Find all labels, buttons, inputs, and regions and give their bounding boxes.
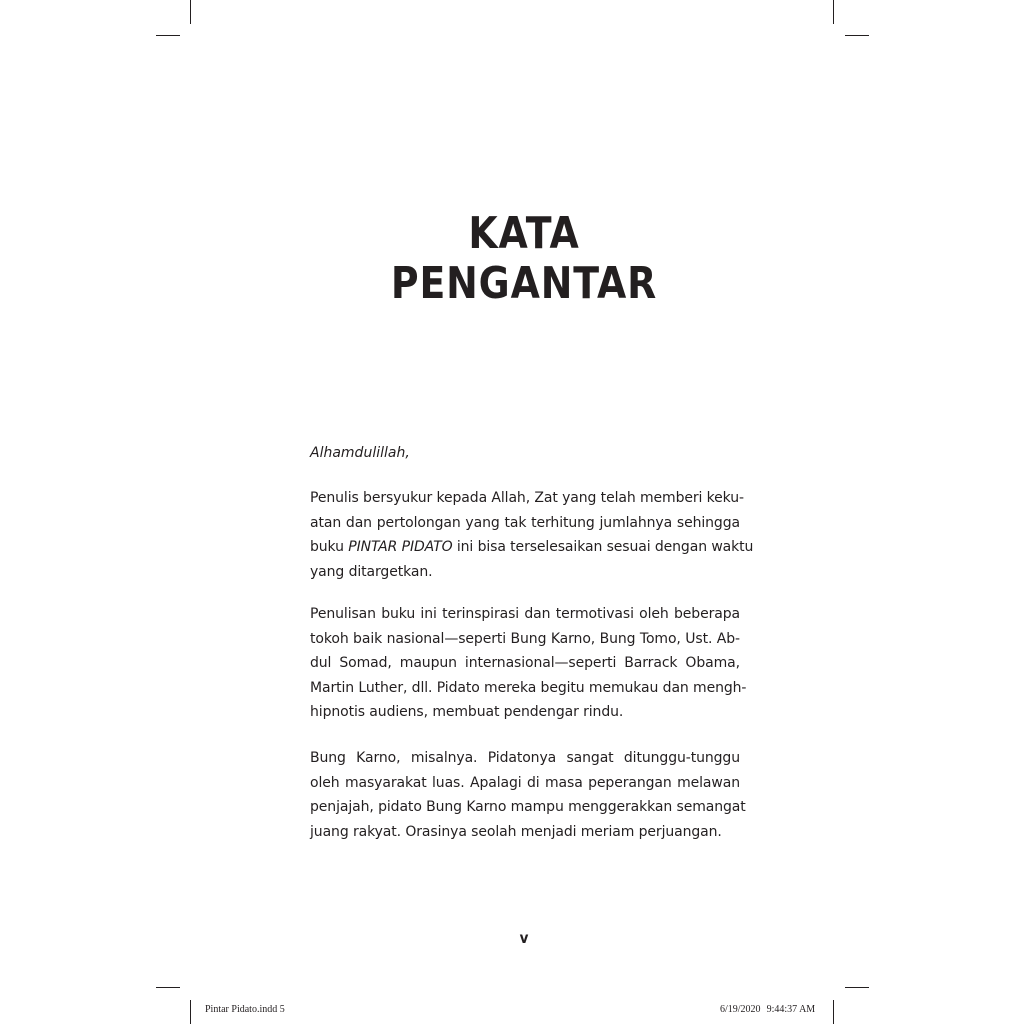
paragraph-3-line-2: oleh masyarakat luas. Apalagi di masa peperangan melawan <box>310 774 740 791</box>
paragraph-3-line-1: Bung Karno, misalnya. Pidatonya sangat ditunggu-tunggu <box>310 750 740 766</box>
paragraph-3 <box>310 746 746 844</box>
paragraph-1-line-4: yang ditargetkan. <box>310 563 433 580</box>
paragraph-1 <box>310 486 754 584</box>
crop-mark-bottom-left-vertical <box>190 1000 191 1024</box>
paragraph-1-line-3-before: buku <box>310 539 349 556</box>
page-title-line-2: PENGANTAR <box>390 258 658 309</box>
slug-date: 6/19/2020 <box>720 1004 761 1015</box>
greeting: Alhamdulillah, <box>310 445 410 461</box>
crop-mark-top-right-vertical <box>833 0 834 24</box>
paragraph-3-line-4: juang rakyat. Orasinya seolah menjadi meriam perjuangan. <box>310 823 722 840</box>
paragraph-2-line-2: tokoh baik nasional—seperti Bung Karno, Bung Tomo, Ust. Ab- <box>310 630 740 647</box>
paragraph-2-line-4: Martin Luther, dll. Pidato mereka begitu memukau dan mengh- <box>310 679 747 696</box>
paragraph-1-line-3 <box>310 535 754 560</box>
slug-timestamp <box>720 1004 815 1015</box>
paragraph-3-line-3: penjajah, pidato Bung Karno mampu menggerakkan semangat <box>310 799 746 816</box>
page-number: v <box>519 929 529 947</box>
paragraph-1-line-3-after: ini bisa terselesaikan sesuai dengan waktu <box>452 539 754 556</box>
paragraph-2 <box>310 602 747 725</box>
crop-mark-top-left-vertical <box>190 0 191 24</box>
page-title-line-1: KATA <box>468 208 580 259</box>
slug-time: 9:44:37 AM <box>766 1004 816 1015</box>
paragraph-2-line-5: hipnotis audiens, membuat pendengar rindu. <box>310 704 624 721</box>
crop-mark-top-left-horizontal <box>156 35 180 36</box>
paragraph-1-line-2: atan dan pertolongan yang tak terhitung jumlahnya sehingga <box>310 514 740 531</box>
crop-mark-top-right-horizontal <box>845 35 869 36</box>
slug-file-name: Pintar Pidato.indd 5 <box>205 1004 285 1015</box>
crop-mark-bottom-right-horizontal <box>845 987 869 988</box>
crop-mark-bottom-right-vertical <box>833 1000 834 1024</box>
crop-mark-bottom-left-horizontal <box>156 987 180 988</box>
paragraph-2-line-1: Penulisan buku ini terinspirasi dan termotivasi oleh beberapa <box>310 606 740 622</box>
paragraph-1-line-1: Penulis bersyukur kepada Allah, Zat yang telah memberi keku- <box>310 490 744 506</box>
book-title-italic: PINTAR PIDATO <box>348 539 453 556</box>
paragraph-2-line-3: dul Somad, maupun internasional—seperti Barrack Obama, <box>310 655 740 672</box>
